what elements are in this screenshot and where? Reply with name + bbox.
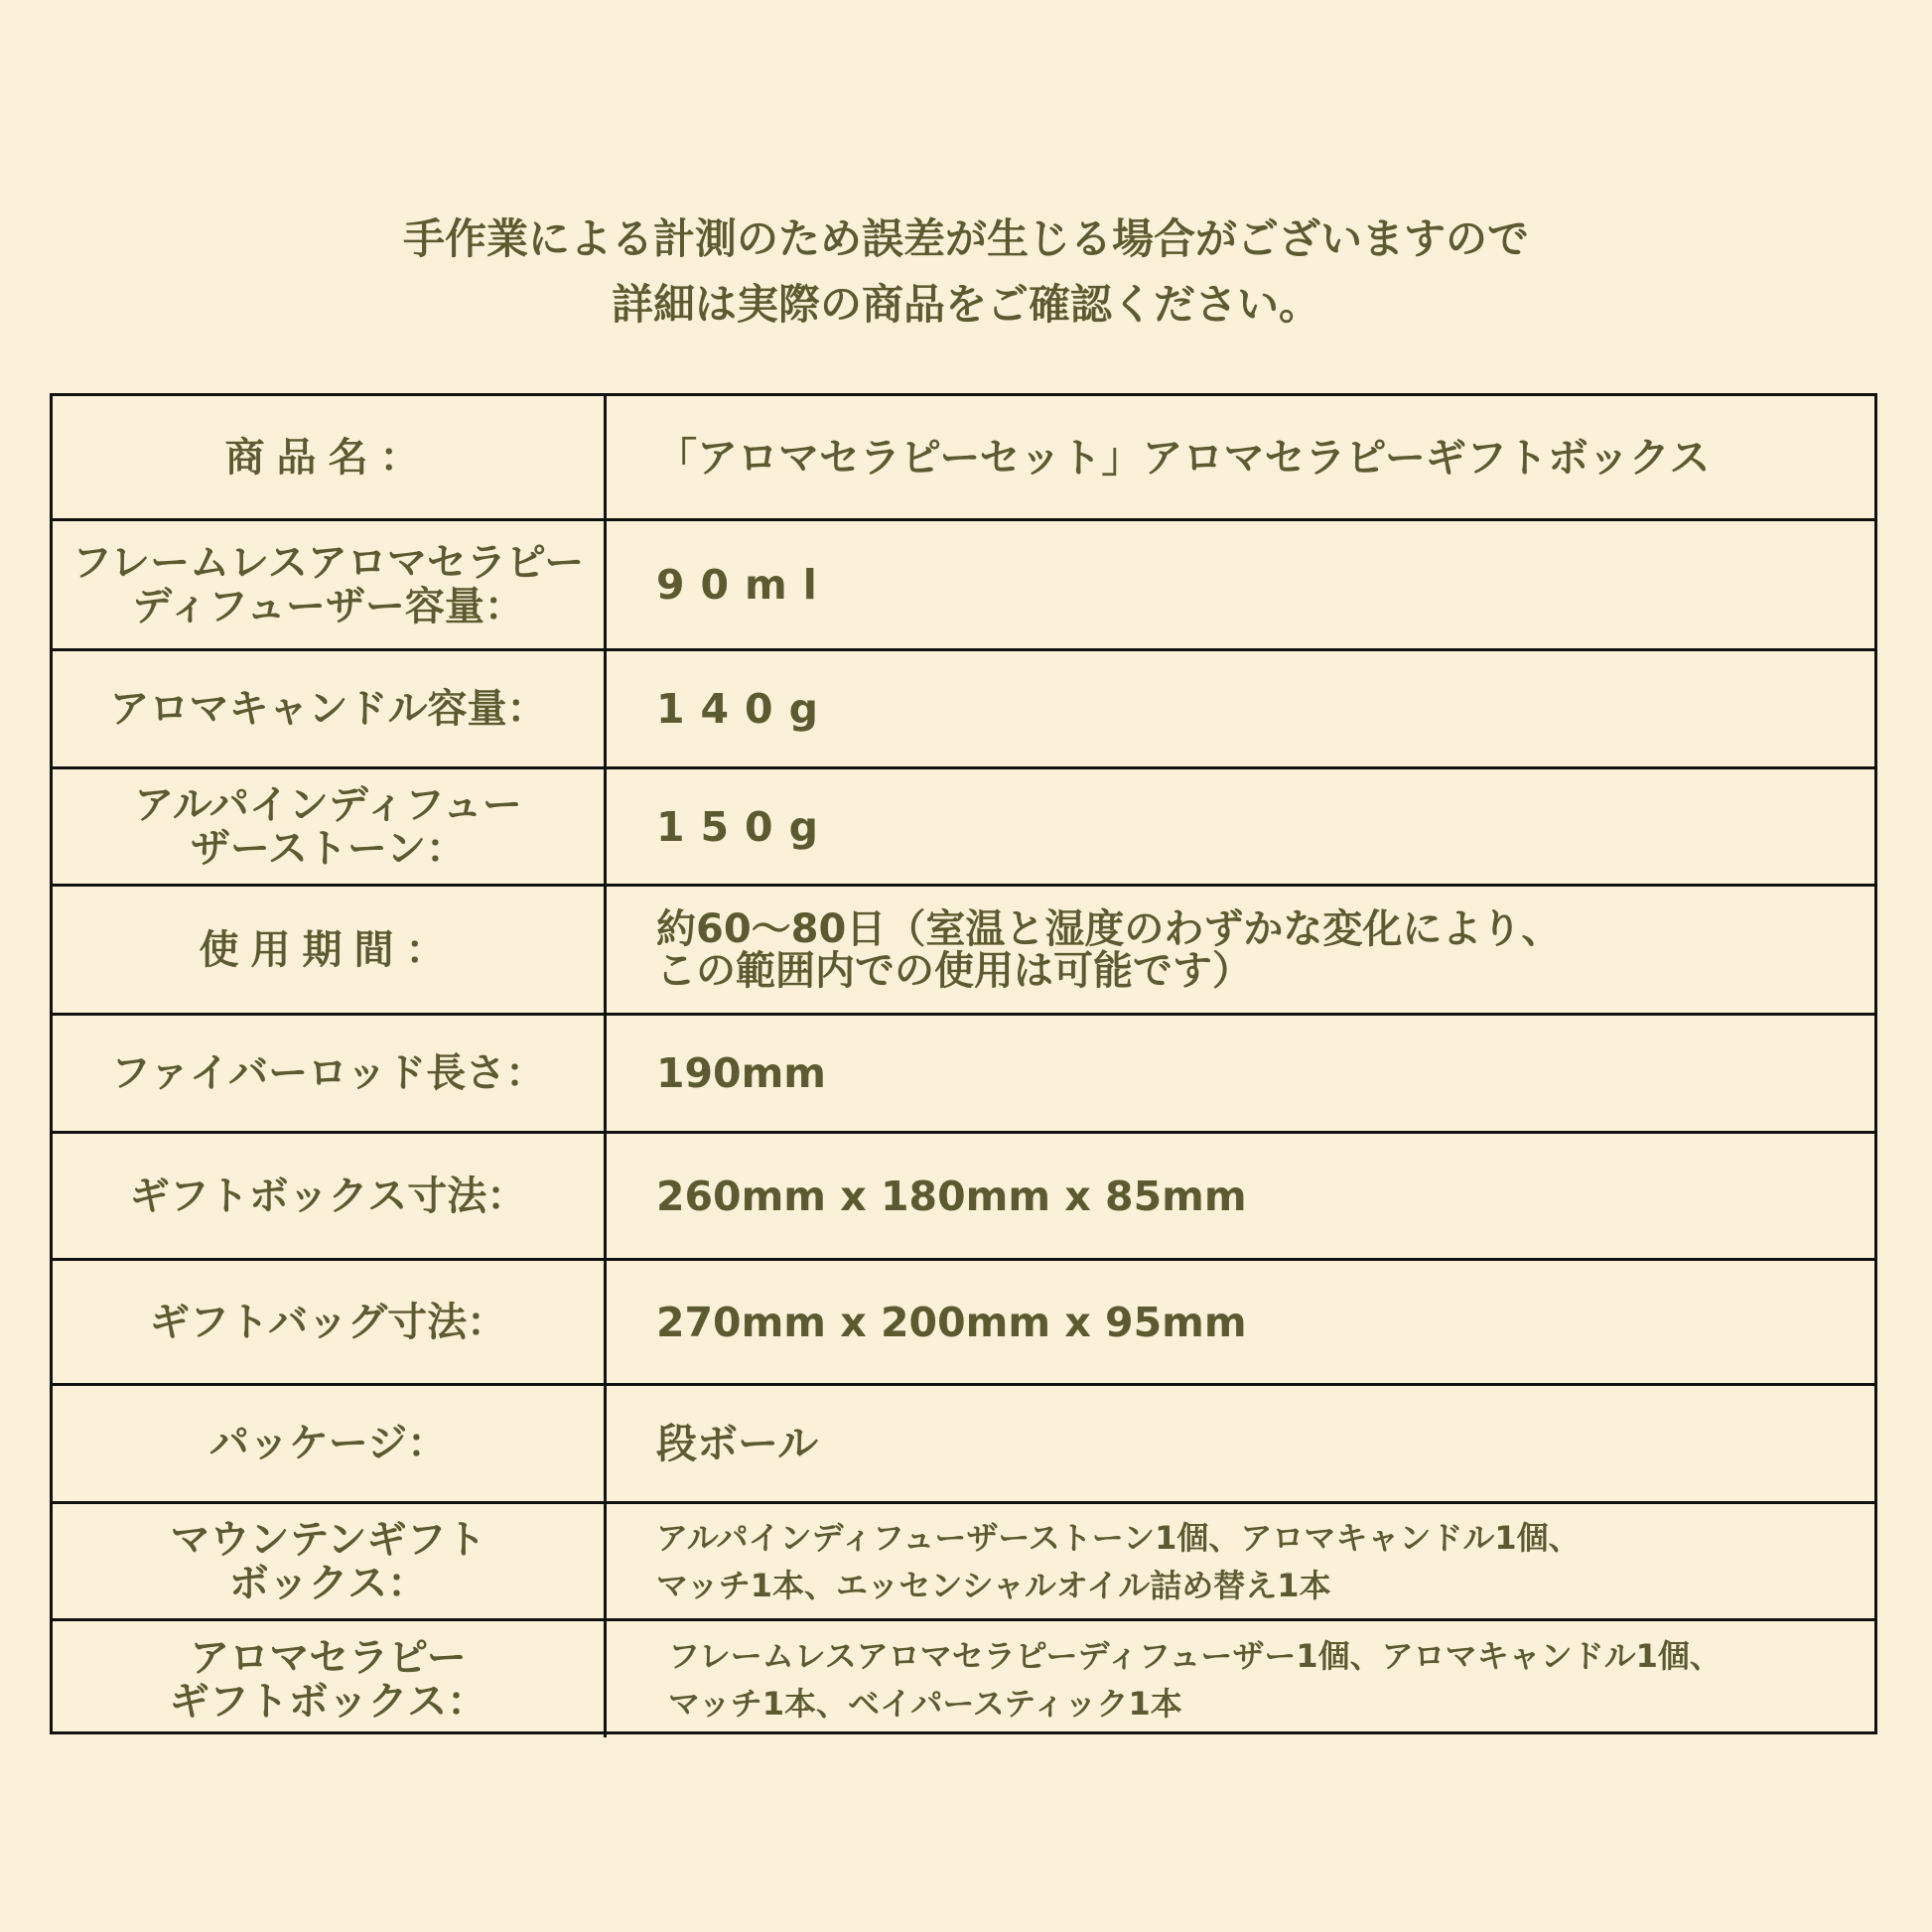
spec-label [53,1504,607,1618]
spec-row-usage-period [53,884,1874,1013]
spec-label [53,396,607,518]
spec-label [53,1621,607,1737]
spec-label-line: ディフューザー容量： [132,584,524,629]
spec-row-diffuser-capacity [53,518,1874,648]
spec-value-line: 90ml [656,561,833,609]
spec-value-line: マッチ1本、ベイパースティック1本 [668,1684,1182,1723]
spec-value-line: フレームレスアロマセラピーディフューザー1個、アロマキャンドル1個、 [668,1636,1722,1675]
spec-row-diffuser-stone [53,766,1874,884]
spec-value [607,1621,1874,1737]
spec-label-line: 商品名： [224,434,432,481]
spec-value-line: 段ボール [656,1420,819,1467]
spec-value-line: 約60～80日（室温と湿度のわずかな変化により、 [656,905,1562,952]
spec-value-line: 190mm [656,1049,827,1097]
notice-line-2: 詳細は実際の商品をご確認ください。 [611,280,1320,329]
spec-value [607,887,1874,1013]
spec-label-line: アロマキャンドル容量： [109,686,547,732]
spec-label-line: 使用期間： [199,926,458,973]
spec-value-line: 270mm x 200mm x 95mm [656,1298,1247,1346]
spec-row-gift-bag-size [53,1258,1874,1383]
spec-row-package [53,1383,1874,1501]
spec-label [53,521,607,648]
spec-row-product-name [53,396,1874,518]
spec-value [607,651,1874,766]
spec-value [607,1386,1874,1501]
spec-table [50,393,1877,1734]
spec-value [607,1504,1874,1618]
spec-label [53,1261,607,1383]
spec-value [607,521,1874,648]
spec-label [53,1386,607,1501]
spec-row-fiber-rod-length [53,1013,1874,1131]
spec-label-line: マウンテンギフト [170,1516,486,1563]
spec-label-line: アルパインディフュー [134,781,522,828]
spec-value-line: 140g [656,685,834,733]
notice-line-1: 手作業による計測のため誤差が生じる場合がございますので [402,214,1529,263]
spec-label [53,1016,607,1131]
spec-value [607,396,1874,518]
spec-label-line: フレームレスアロマセラピー [71,540,585,586]
spec-label-line: アロマセラピー [190,1634,467,1681]
spec-label [53,1134,607,1258]
spec-row-candle-capacity [53,648,1874,766]
spec-value-line: アルパインディフューザーストーン1個、アロマキャンドル1個、 [656,1518,1581,1557]
spec-label-line: ギフトボックス寸法： [129,1173,527,1219]
spec-value [607,1134,1874,1258]
spec-label [53,769,607,884]
spec-row-aromatherapy-gift-box [53,1618,1874,1737]
spec-label-line: ギフトボックス： [169,1678,487,1725]
spec-label-line: ファイバーロッド長さ： [110,1050,546,1096]
spec-value-line: この範囲内での使用は可能です） [656,947,1252,994]
spec-value [607,1261,1874,1383]
spec-label [53,887,607,1013]
spec-label [53,651,607,766]
spec-label-line: ボックス： [228,1560,428,1606]
spec-value-line: 260mm x 180mm x 85mm [656,1172,1247,1220]
spec-row-mountain-gift-box [53,1501,1874,1618]
spec-value-line: 「アロマセラピーセット」アロマセラピーギフトボックス [656,433,1711,482]
spec-label-line: ザーストーン： [190,825,467,872]
spec-value-line: マッチ1本、エッセンシャルオイル詰め替え1本 [656,1566,1331,1604]
spec-label-line: パッケージ： [208,1421,448,1466]
spec-label-line: ギフトバッグ寸法： [149,1299,507,1345]
spec-value [607,1016,1874,1131]
measurement-notice [0,207,1932,338]
spec-row-gift-box-size [53,1131,1874,1258]
spec-value-line: 150g [656,802,834,851]
spec-value [607,769,1874,884]
